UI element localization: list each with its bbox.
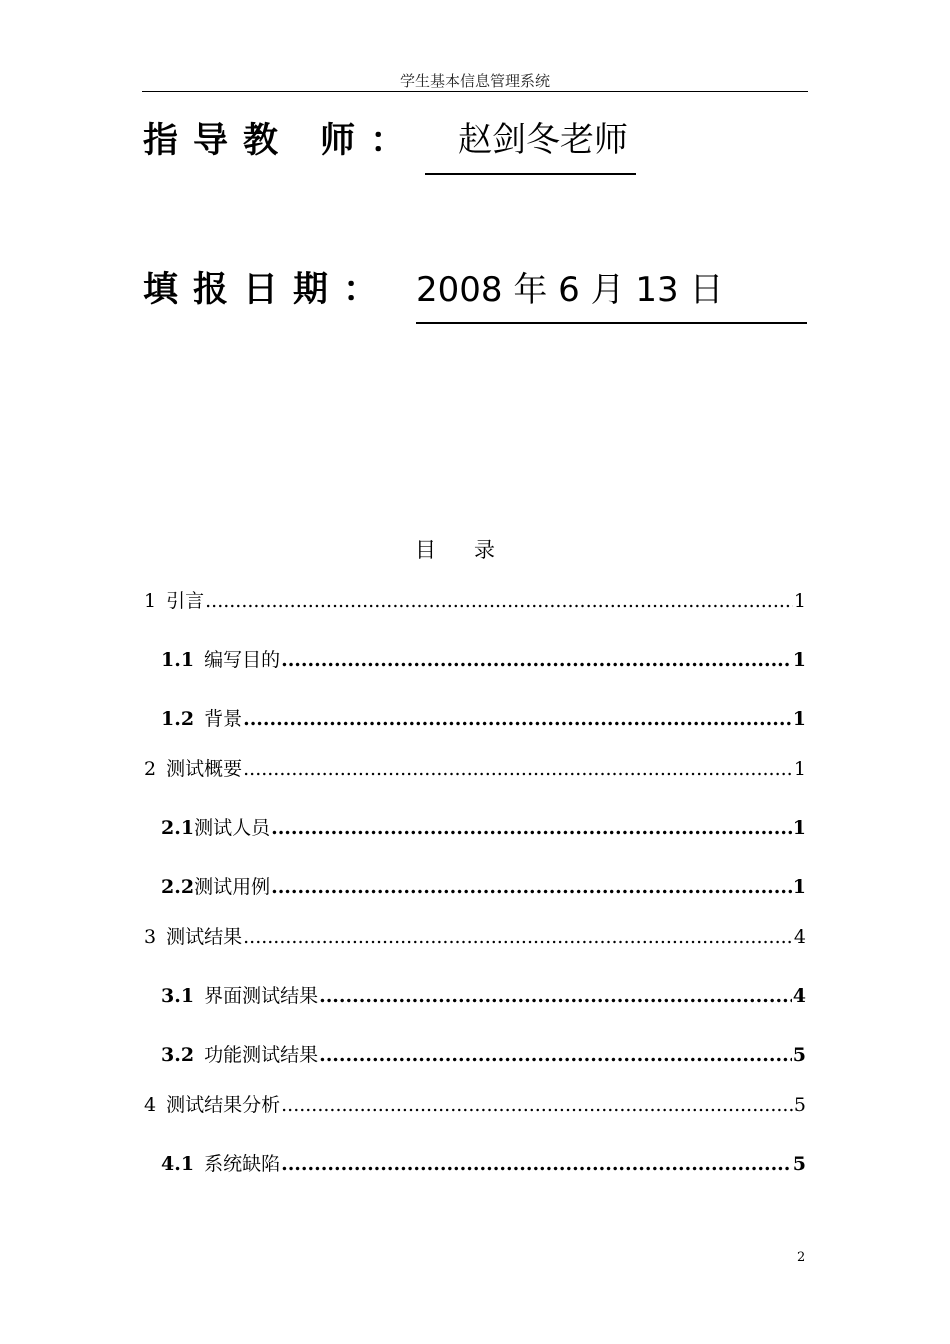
toc-entry-label: 测试结果分析 (166, 1094, 281, 1116)
toc-entry-page: 1 (792, 649, 806, 671)
toc-entry-label: 测试概要 (166, 758, 243, 780)
toc-entry-number: 3.2 (161, 1044, 195, 1066)
toc-entry-number: 1.1 (161, 649, 195, 671)
toc-entry-number: 2.1 (161, 817, 195, 839)
toc-title (0, 534, 910, 564)
toc-entry-page: 1 (792, 708, 806, 730)
toc-entry-page: 5 (793, 1094, 806, 1116)
toc-entry-number: 2.2 (161, 876, 195, 898)
date-label: 填报日期： (143, 270, 394, 310)
toc-entry-number: 3 (144, 926, 157, 948)
toc-dot-leader (243, 758, 793, 780)
toc-entry-page: 1 (793, 758, 806, 780)
toc-entry-label: 系统缺陷 (204, 1153, 281, 1175)
toc-dot-leader (271, 876, 792, 898)
toc-entry-4-1[interactable] (161, 1149, 806, 1176)
toc-entry-1[interactable] (144, 586, 806, 613)
header-title: 学生基本信息管理系统 (399, 72, 550, 90)
toc-entry-page: 4 (793, 926, 806, 948)
toc-dot-leader (319, 1044, 792, 1066)
toc-entry-1-1[interactable] (161, 645, 806, 672)
toc-entry-label: 背景 (204, 708, 243, 730)
toc-entry-3[interactable] (144, 922, 806, 949)
date-value: 2008 年 6 月 13 日 (416, 270, 724, 310)
toc-entry-page: 5 (792, 1044, 806, 1066)
toc-entry-label: 功能测试结果 (204, 1044, 319, 1066)
toc-dot-leader (281, 1094, 793, 1116)
toc-entry-label: 引言 (166, 590, 205, 612)
toc-entry-1-2[interactable] (161, 704, 806, 731)
header-divider (142, 91, 808, 92)
toc-dot-leader (319, 985, 792, 1007)
toc-entry-label: 编写目的 (204, 649, 281, 671)
toc-entry-number: 4 (144, 1094, 157, 1116)
toc-entry-2[interactable] (144, 754, 806, 781)
toc-entry-4[interactable] (144, 1090, 806, 1117)
toc-entry-label: 测试结果 (166, 926, 243, 948)
toc-entry-number: 1.2 (161, 708, 195, 730)
toc-entry-number: 4.1 (161, 1153, 195, 1175)
toc-title-second: 录 (474, 538, 495, 562)
page-number: 2 (797, 1250, 806, 1265)
toc-entry-number: 3.1 (161, 985, 195, 1007)
toc-entry-page: 1 (792, 876, 806, 898)
toc-entry-label: 界面测试结果 (204, 985, 319, 1007)
toc-entry-page: 1 (793, 590, 806, 612)
toc-title-first: 目 (415, 538, 436, 562)
toc-dot-leader (205, 590, 793, 612)
toc-dot-leader (281, 1153, 792, 1175)
toc-entry-number: 1 (144, 590, 157, 612)
toc-entry-label: 测试人员 (194, 817, 271, 839)
toc-entry-3-2[interactable] (161, 1040, 806, 1067)
toc-dot-leader (243, 926, 793, 948)
toc-entry-2-2[interactable] (161, 872, 806, 899)
toc-entry-page: 5 (792, 1153, 806, 1175)
advisor-value: 赵剑冬老师 (458, 120, 628, 160)
toc-entry-3-1[interactable] (161, 981, 806, 1008)
toc-entry-2-1[interactable] (161, 813, 806, 840)
toc-dot-leader (243, 708, 792, 730)
toc-entry-page: 1 (792, 817, 806, 839)
toc-entry-label: 测试用例 (194, 876, 271, 898)
toc-entry-number: 2 (144, 758, 157, 780)
date-underline (416, 322, 807, 324)
advisor-underline (425, 173, 636, 175)
toc-entry-page: 4 (792, 985, 806, 1007)
advisor-label: 指导教 师： (143, 121, 421, 161)
toc-dot-leader (281, 649, 792, 671)
toc-dot-leader (271, 817, 792, 839)
